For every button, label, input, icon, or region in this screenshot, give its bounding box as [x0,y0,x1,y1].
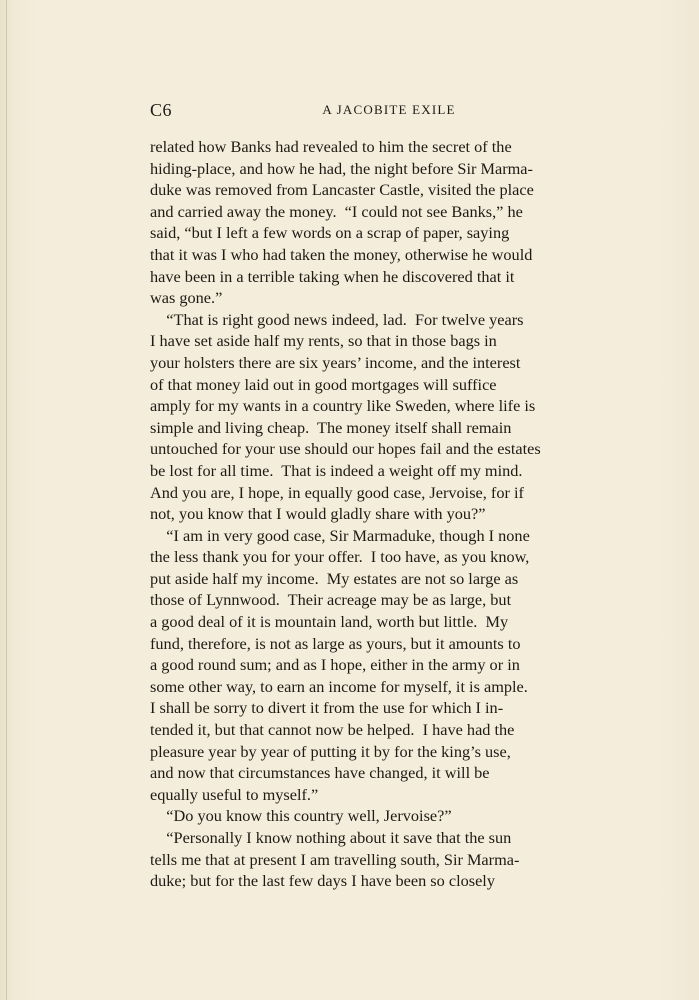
text-line: untouched for your use should our hopes fail and the estates [150,439,541,459]
text-line: “I am in very good case, Sir Marmaduke, though I none [150,525,530,545]
text-line: “Do you know this country well, Jervoise?” [150,806,452,826]
text-line: be lost for all time. That is indeed a weight off my mind. [150,460,523,480]
running-head [150,100,628,124]
text-line: your holsters there are six years’ income, and the interest [150,352,521,372]
text-line: of that money laid out in good mortgages will suffice [150,374,497,394]
text-line: “That is right good news indeed, lad. For twelve years [150,309,524,329]
text-line: amply for my wants in a country like Sweden, where life is [150,396,536,416]
text-line: And you are, I hope, in equally good case, Jervoise, for if [150,482,524,502]
text-line: said, “but I left a few words on a scrap of paper, saying [150,223,510,243]
text-line: and now that circumstances have changed, it will be [150,763,490,783]
text-line: duke; but for the last few days I have been so closely [150,871,495,891]
text-line: pleasure year by year of putting it by for the king’s use, [150,741,511,761]
text-line: have been in a terrible taking when he discovered that it [150,266,515,286]
text-line: a good round sum; and as I hope, either in the army or in [150,655,520,675]
text-line: tended it, but that cannot now be helped. I have had the [150,720,515,740]
text-line: those of Lynnwood. Their acreage may be as large, but [150,590,512,610]
text-line: fund, therefore, is not as large as yours, but it amounts to [150,633,521,653]
text-line: duke was removed from Lancaster Castle, visited the place [150,180,534,200]
text-line: and carried away the money. “I could not see Banks,” he [150,201,523,221]
text-line: hiding-place, and how he had, the night before Sir Marma- [150,158,533,178]
text-line: I shall be sorry to divert it from the use for which I in- [150,698,504,718]
text-line: put aside half my income. My estates are not so large as [150,568,519,588]
text-line: simple and living cheap. The money itself shall remain [150,417,512,437]
page-gutter-edge [6,0,7,1000]
text-line: “Personally I know nothing about it save that the sun [150,828,512,847]
text-line: not, you know that I would gladly share with you?” [150,504,486,524]
text-line: tells me that at present I am travelling south, Sir Marma- [150,849,520,869]
body-text [150,136,628,892]
text-line: equally useful to myself.” [150,784,319,804]
text-line: related how Banks had revealed to him the secret of the [150,137,512,156]
text-line: that it was I who had taken the money, otherwise he would [150,244,533,264]
running-title: A JACOBITE EXILE [322,102,456,117]
page-number: C6 [150,100,173,120]
text-line: a good deal of it is mountain land, worth but little. My [150,612,509,632]
text-line: some other way, to earn an income for myself, it is ample. [150,676,528,696]
text-line: the less thank you for your offer. I too have, as you know, [150,547,530,567]
text-line: I have set aside half my rents, so that in those bags in [150,331,497,351]
text-line: was gone.” [150,288,223,308]
